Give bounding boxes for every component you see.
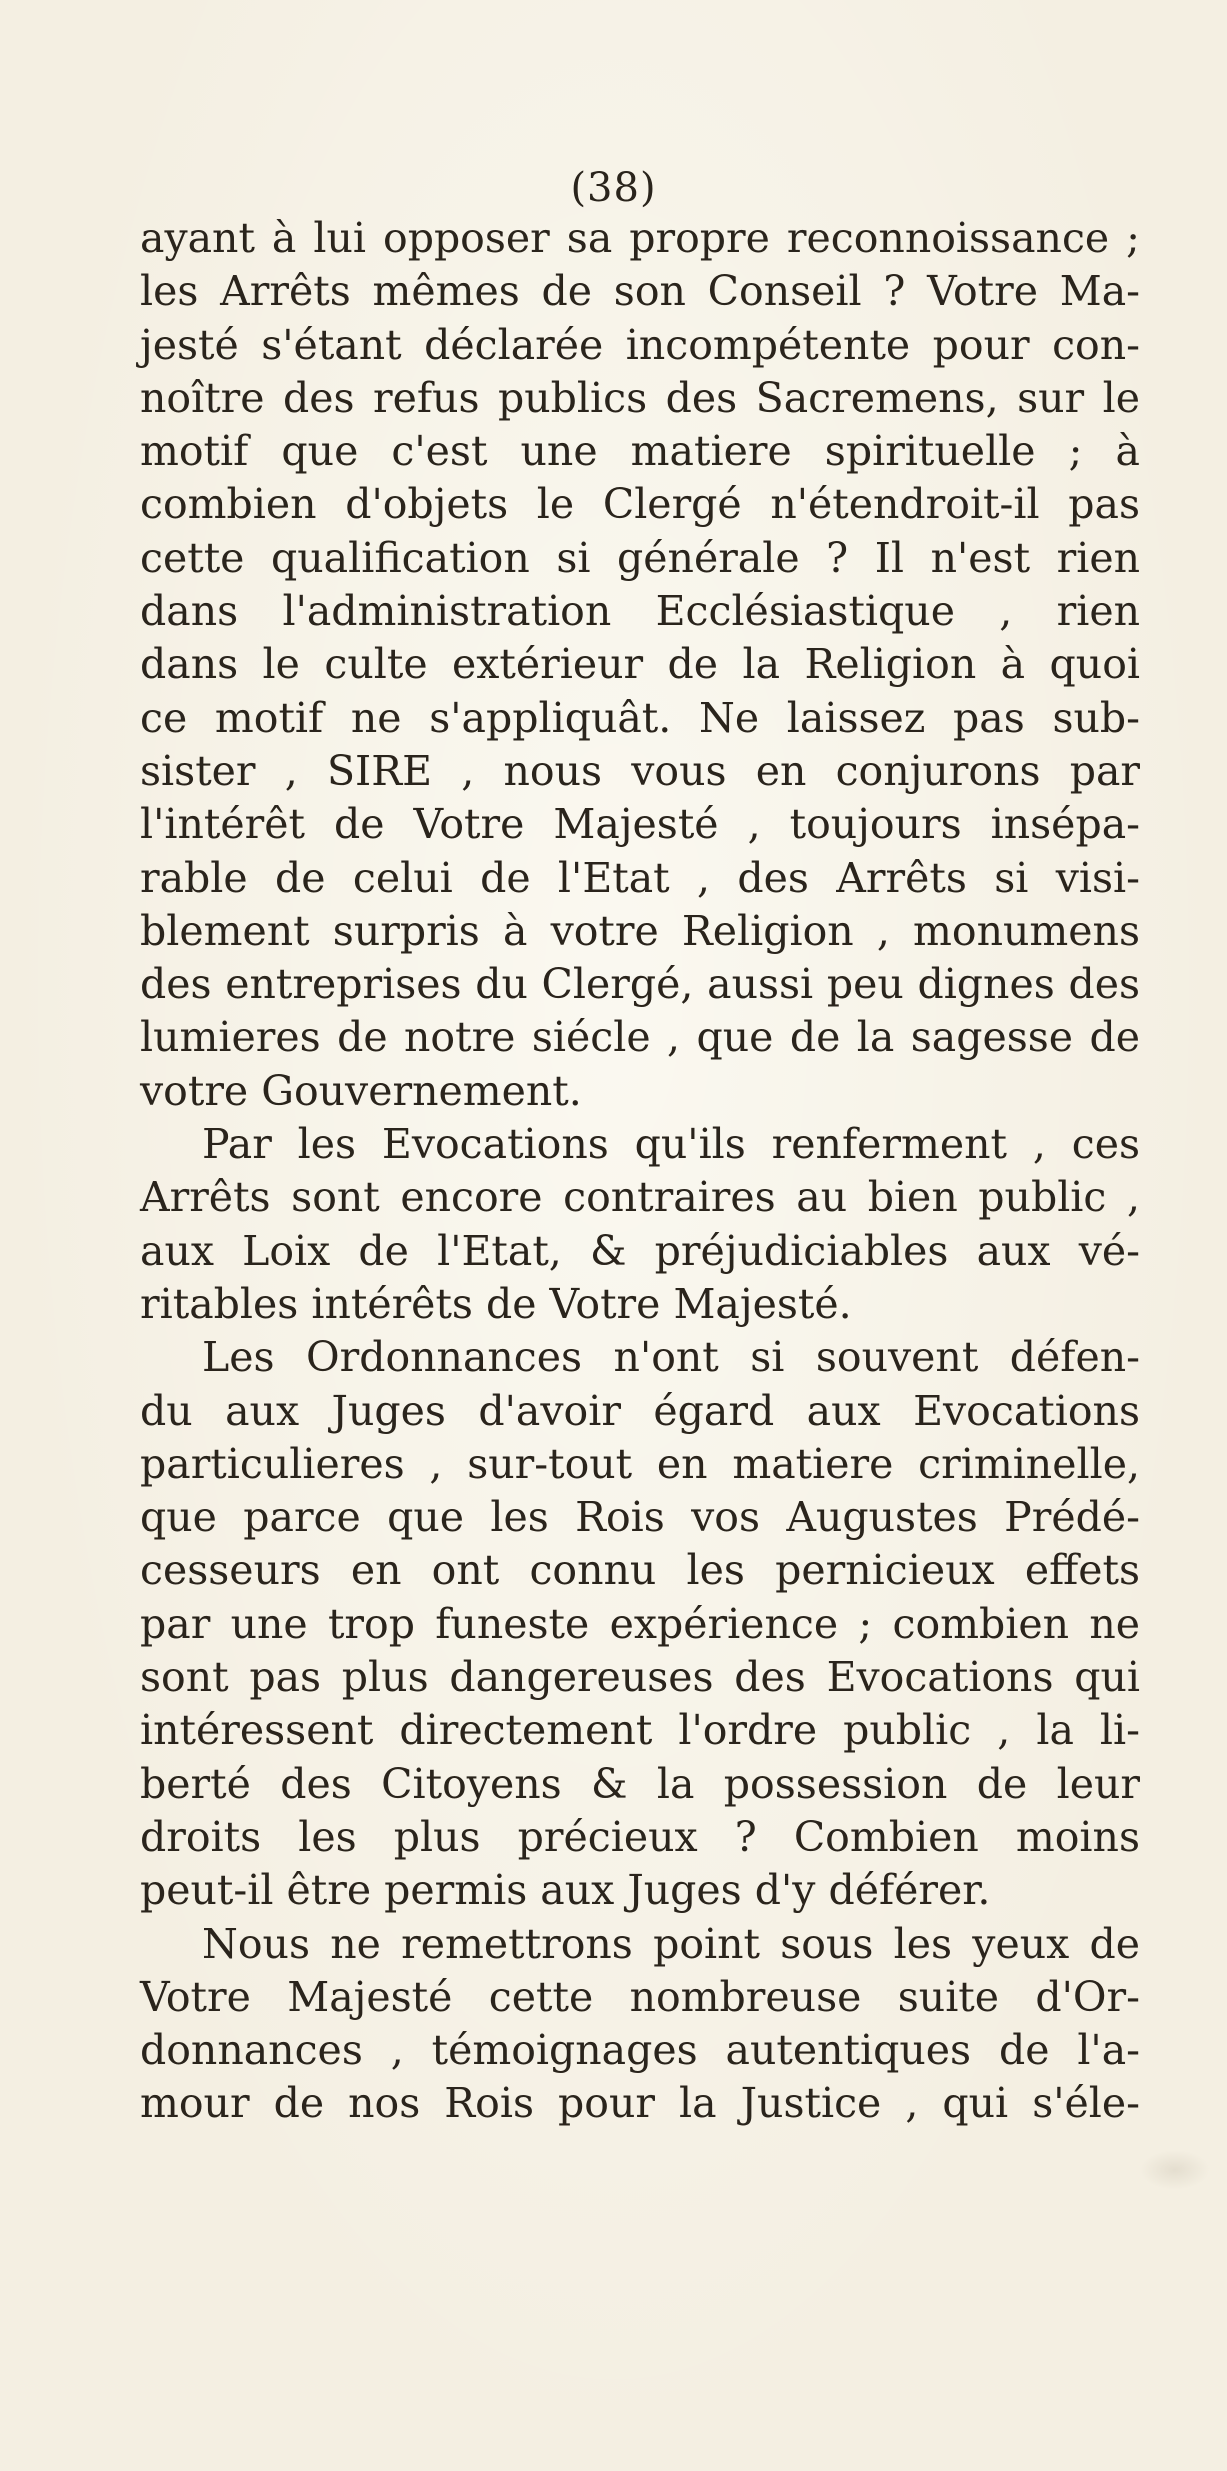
text-line: ce motif ne s'appliquât. Ne laissez pas sub- bbox=[140, 693, 1140, 742]
text-line: ayant à lui opposer sa propre reconnoissance ; bbox=[140, 214, 1140, 262]
text-line: Par les Evocations qu'ils renferment , ces bbox=[202, 1120, 1140, 1169]
text-line: particulieres , sur-tout en matiere criminelle, bbox=[140, 1439, 1140, 1488]
text-line: motif que c'est une matiere spirituelle ; à bbox=[140, 427, 1140, 476]
text-line: Les Ordonnances n'ont si souvent défen- bbox=[202, 1333, 1140, 1382]
text-line: sister , SIRE , nous vous en conjurons par bbox=[140, 746, 1140, 795]
text-line: Nous ne remettrons point sous les yeux de bbox=[202, 1919, 1140, 1968]
text-line: dans l'administration Ecclésiastique , rien bbox=[140, 587, 1140, 636]
text-line: les Arrêts mêmes de son Conseil ? Votre Ma- bbox=[140, 267, 1140, 316]
text-line: Arrêts sont encore contraires au bien public , bbox=[140, 1173, 1140, 1222]
text-line: droits les plus précieux ? Combien moins bbox=[140, 1812, 1140, 1861]
text-line: ritables intérêts de Votre Majesté. bbox=[140, 1279, 852, 1328]
text-line: intéressent directement l'ordre public , la li- bbox=[140, 1706, 1140, 1755]
text-line: par une trop funeste expérience ; combien ne bbox=[140, 1599, 1140, 1648]
text-line: du aux Juges d'avoir égard aux Evocations bbox=[140, 1386, 1140, 1435]
text-line: l'intérêt de Votre Majesté , toujours insépa- bbox=[140, 800, 1140, 849]
text-line: lumieres de notre siécle , que de la sagesse de bbox=[140, 1013, 1140, 1062]
text-line: blement surpris à votre Religion , monumens bbox=[140, 906, 1140, 955]
text-line: donnances , témoignages autentiques de l'a- bbox=[140, 2026, 1140, 2075]
text-line: cette qualification si générale ? Il n'est rien bbox=[140, 533, 1140, 582]
text-line: combien d'objets le Clergé n'étendroit-il pas bbox=[140, 480, 1140, 529]
text-line: mour de nos Rois pour la Justice , qui s'éle- bbox=[140, 2079, 1140, 2128]
text-line: sont pas plus dangereuses des Evocations qui bbox=[140, 1653, 1140, 1702]
text-line: rable de celui de l'Etat , des Arrêts si visi- bbox=[140, 853, 1140, 902]
text-line: votre Gouvernement. bbox=[140, 1066, 582, 1115]
text-line: noître des refus publics des Sacremens, sur le bbox=[140, 373, 1140, 422]
text-line: cesseurs en ont connu les pernicieux effets bbox=[140, 1546, 1140, 1595]
page-number: (38) bbox=[570, 165, 657, 211]
text-line: dans le culte extérieur de la Religion à quoi bbox=[140, 640, 1140, 689]
text-line: peut-il être permis aux Juges d'y déférer. bbox=[140, 1866, 991, 1915]
text-line: Votre Majesté cette nombreuse suite d'Or- bbox=[140, 1972, 1140, 2021]
paper-stain bbox=[1140, 2150, 1210, 2190]
body-text bbox=[140, 212, 1140, 2131]
text-line: aux Loix de l'Etat, & préjudiciables aux vé- bbox=[140, 1226, 1140, 1275]
text-line: jesté s'étant déclarée incompétente pour con- bbox=[140, 320, 1140, 369]
text-line: des entreprises du Clergé, aussi peu dignes des bbox=[140, 960, 1140, 1009]
text-line: que parce que les Rois vos Augustes Prédé- bbox=[140, 1493, 1140, 1542]
text-line: berté des Citoyens & la possession de leur bbox=[140, 1759, 1140, 1808]
